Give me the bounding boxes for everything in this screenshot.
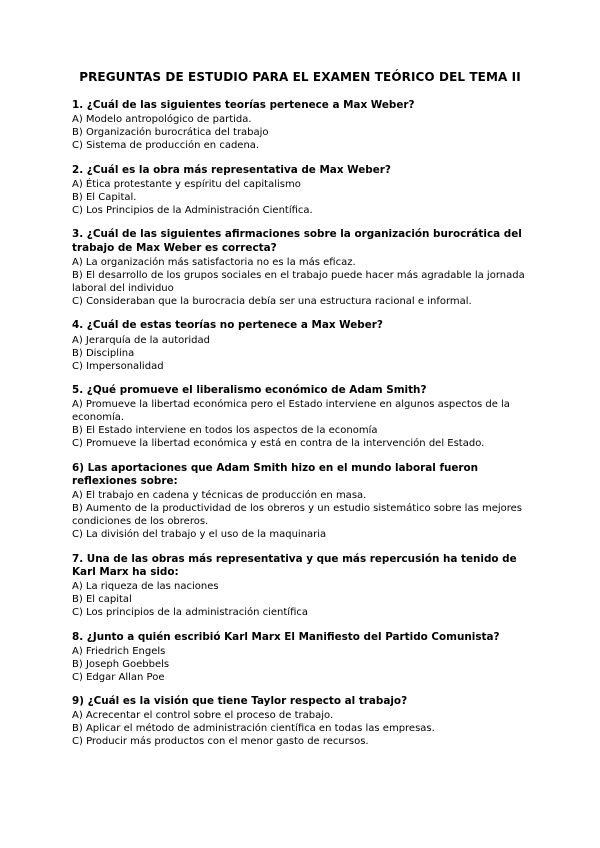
option-b: B) Aumento de la productividad de los obreros y un estudio sistemático sobre las mejores condiciones de los obreros. <box>72 503 523 528</box>
question-5 <box>72 384 534 450</box>
question-text: 7. Una de las obras más representativa y que más repercusión ha tenido de Karl Marx ha sido: <box>72 552 517 578</box>
option-a: A) Acrecentar el control sobre el proceso de trabajo. <box>72 710 334 722</box>
option-a: A) Modelo antropológico de partida. <box>72 114 252 126</box>
question-text: 6) Las aportaciones que Adam Smith hizo en el mundo laboral fueron reflexiones sobre: <box>72 461 479 487</box>
option-a: A) Jerarquía de la autoridad <box>72 334 210 346</box>
option-c: C) Los principios de la administración científica <box>72 607 308 619</box>
question-text: 4. ¿Cuál de estas teorías no pertenece a Max Weber? <box>72 319 383 332</box>
option-c: C) Edgar Allan Poe <box>72 671 165 683</box>
option-b: B) El desarrollo de los grupos sociales en el trabajo puede hacer más agradable la jornada laboral del individuo <box>72 269 525 294</box>
option-a: A) Ética protestante y espíritu del capitalismo <box>72 178 301 190</box>
option-c: C) Producir más productos con el menor gasto de recursos. <box>72 736 369 748</box>
question-9 <box>72 695 534 748</box>
option-a: A) La riqueza de las naciones <box>72 581 219 593</box>
option-c: C) La división del trabajo y el uso de la maquinaria <box>72 529 327 541</box>
question-7 <box>72 553 534 619</box>
option-c: C) Impersonalidad <box>72 360 164 372</box>
option-b: B) Organización burocrática del trabajo <box>72 127 269 139</box>
question-text: 1. ¿Cuál de las siguientes teorías pertenece a Max Weber? <box>72 99 415 111</box>
option-c: C) Los Principios de la Administración Científica. <box>72 204 313 216</box>
option-c: C) Sistema de producción en cadena. <box>72 140 260 152</box>
option-b: B) El capital <box>72 594 132 606</box>
question-text: 8. ¿Junto a quién escribió Karl Marx El Manifiesto del Partido Comunista? <box>72 630 500 643</box>
option-b: B) Joseph Goebbels <box>72 658 170 670</box>
question-text: 3. ¿Cuál de las siguientes afirmaciones sobre la organización burocrática del trabajo de Max Weber es correcta? <box>72 228 522 254</box>
page-title: PREGUNTAS DE ESTUDIO PARA EL EXAMEN TEÓRICO DEL TEMA II <box>79 70 521 84</box>
option-b: B) El Capital. <box>72 191 137 203</box>
question-2 <box>72 164 534 217</box>
option-b: B) Aplicar el método de administración científica en todas las empresas. <box>72 723 435 735</box>
question-text: 5. ¿Qué promueve el liberalismo económico de Adam Smith? <box>72 384 427 397</box>
question-list <box>72 99 534 760</box>
option-c: C) Promueve la libertad económica y está en contra de la intervención del Estado. <box>72 438 485 450</box>
option-a: A) Friedrich Engels <box>72 645 166 657</box>
question-6 <box>72 462 534 541</box>
option-a: A) Promueve la libertad económica pero el Estado interviene en algunos aspectos de la economía. <box>72 399 510 424</box>
option-a: A) El trabajo en cadena y técnicas de producción en masa. <box>72 490 367 502</box>
question-3 <box>72 228 534 307</box>
option-b: B) El Estado interviene en todos los aspectos de la economía <box>72 425 378 437</box>
question-4 <box>72 319 534 372</box>
option-c: C) Consideraban que la burocracia debía ser una estructura racional e informal. <box>72 295 472 307</box>
question-text: 2. ¿Cuál es la obra más representativa de Max Weber? <box>72 163 391 176</box>
question-1 <box>72 99 534 152</box>
option-b: B) Disciplina <box>72 347 135 359</box>
option-a: A) La organización más satisfactoria no es la más eficaz. <box>72 256 356 268</box>
question-text: 9) ¿Cuál es la visión que tiene Taylor respecto al trabajo? <box>72 695 408 708</box>
question-8 <box>72 631 534 684</box>
